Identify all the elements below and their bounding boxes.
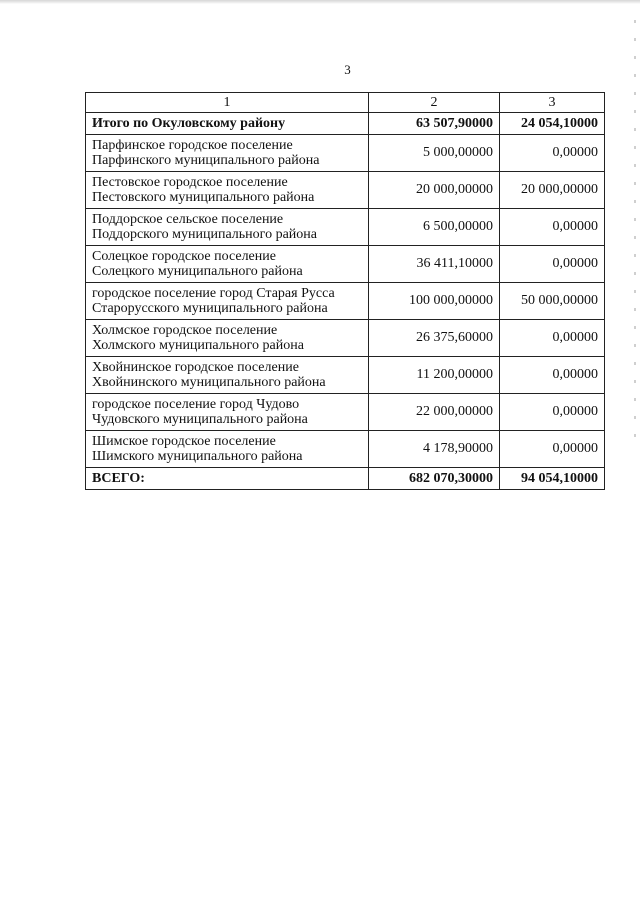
amount-col3: 50 000,00000 [500,283,605,320]
amount-col3: 0,00000 [500,431,605,468]
settlement-name [86,135,369,172]
settlement-name [86,431,369,468]
settlement-name-line1: Шимское городское поселение [92,433,276,449]
table-row [86,320,605,357]
total-label: ВСЕГО: [86,468,369,490]
total-col2: 682 070,30000 [369,468,500,490]
amount-col3: 0,00000 [500,135,605,172]
settlement-name [86,320,369,357]
settlement-name-line2: Шимского муниципального района [92,449,303,464]
amount-col3: 20 000,00000 [500,172,605,209]
amount-col3: 0,00000 [500,209,605,246]
budget-table [85,92,605,490]
amount-col2: 20 000,00000 [369,172,500,209]
header-cell-3: 3 [500,93,605,113]
settlement-name-line1: Солецкое городское поселение [92,248,276,264]
settlement-name-line2: Холмского муниципального района [92,338,304,353]
settlement-name-line1: городское поселение город Чудово [92,396,300,412]
table-header-row [86,93,605,113]
scan-edge-top [0,0,640,4]
amount-col3: 0,00000 [500,246,605,283]
table-row [86,357,605,394]
summary-name: Итого по Окуловскому району [86,113,369,135]
amount-col2: 22 000,00000 [369,394,500,431]
settlement-name [86,209,369,246]
settlement-name-line2: Парфинского муниципального района [92,153,320,168]
settlement-name-line1: Хвойнинское городское поселение [92,359,299,375]
settlement-name-line2: Хвойнинского муниципального района [92,375,326,390]
settlement-name [86,357,369,394]
amount-col2: 6 500,00000 [369,209,500,246]
amount-col3: 0,00000 [500,394,605,431]
summary-col2: 63 507,90000 [369,113,500,135]
settlement-name [86,172,369,209]
page-number: 3 [344,62,351,77]
summary-col3: 24 054,10000 [500,113,605,135]
table-row [86,431,605,468]
table-row [86,209,605,246]
table-row [86,394,605,431]
settlement-name [86,283,369,320]
header-cell-1: 1 [86,93,369,113]
amount-col2: 36 411,10000 [369,246,500,283]
amount-col2: 5 000,00000 [369,135,500,172]
summary-row [86,113,605,135]
settlement-name-line2: Чудовского муниципального района [92,412,308,427]
amount-col2: 26 375,60000 [369,320,500,357]
settlement-name-line1: городское поселение город Старая Русса [92,285,335,301]
table-row [86,172,605,209]
amount-col2: 11 200,00000 [369,357,500,394]
header-cell-2: 2 [369,93,500,113]
amount-col3: 0,00000 [500,357,605,394]
settlement-name-line2: Старорусского муниципального района [92,301,328,316]
amount-col3: 0,00000 [500,320,605,357]
amount-col2: 100 000,00000 [369,283,500,320]
settlement-name-line1: Парфинское городское поселение [92,137,293,153]
settlement-name-line2: Поддорского муниципального района [92,227,317,242]
table-row [86,283,605,320]
scan-edge-right [634,20,636,440]
table-row [86,246,605,283]
table-row [86,135,605,172]
settlement-name-line1: Холмское городское поселение [92,322,278,338]
settlement-name-line2: Солецкого муниципального района [92,264,303,279]
settlement-name-line1: Пестовское городское поселение [92,174,288,190]
settlement-name [86,394,369,431]
settlement-name [86,246,369,283]
settlement-name-line2: Пестовского муниципального района [92,190,315,205]
settlement-name-line1: Поддорское сельское поселение [92,211,284,227]
total-col3: 94 054,10000 [500,468,605,490]
total-row [86,468,605,490]
amount-col2: 4 178,90000 [369,431,500,468]
